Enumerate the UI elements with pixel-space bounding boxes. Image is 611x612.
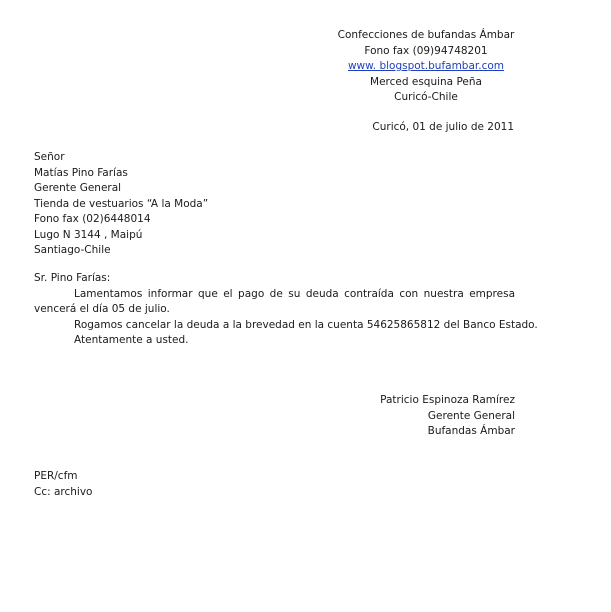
footer-cc: Cc: archivo	[34, 485, 93, 498]
footer-initials: PER/cfm	[34, 470, 78, 482]
sender-website-link[interactable]: www. blogspot.bufambar.com	[347, 60, 505, 72]
recipient-company: Tienda de vestuarios “A la Moda”	[34, 197, 209, 210]
letter-body	[34, 271, 538, 349]
sender-block	[300, 28, 552, 106]
sender-address: Merced esquina Peña	[370, 75, 482, 88]
recipient-phone: Fono fax (02)6448014	[34, 213, 151, 225]
recipient-block	[34, 150, 208, 259]
sender-company: Confecciones de bufandas Ámbar	[337, 29, 515, 41]
recipient-position: Gerente General	[34, 182, 122, 194]
signature-position: Gerente General	[427, 409, 515, 422]
body-paragraph1-line2: vencerá el día 05 de julio.	[34, 303, 170, 315]
body-paragraph2: Rogamos cancelar la deuda a la brevedad en la cuenta 54625865812 del Banco Estado.	[74, 318, 538, 331]
recipient-title: Señor	[34, 151, 65, 163]
signature-name: Patricio Espinoza Ramírez	[380, 394, 515, 406]
recipient-name: Matías Pino Farías	[34, 166, 128, 179]
body-closing: Atentamente a usted.	[74, 334, 189, 346]
sender-city: Curicó-Chile	[394, 91, 458, 103]
body-paragraph1-line1: Lamentamos informar que el pago de su deuda contraída con nuestra empresa	[74, 287, 515, 300]
sender-phone: Fono fax (09)94748201	[364, 44, 488, 57]
footer-block	[34, 469, 92, 500]
recipient-address: Lugo N 3144 , Maipú	[34, 228, 143, 241]
sender-website-wrap	[300, 59, 552, 75]
body-greeting: Sr. Pino Farías:	[34, 272, 111, 284]
recipient-city: Santiago-Chile	[34, 244, 111, 256]
letter-date: Curicó, 01 de julio de 2011	[372, 121, 514, 133]
signature-company: Bufandas Ámbar	[427, 425, 515, 437]
signature-block	[380, 393, 515, 440]
